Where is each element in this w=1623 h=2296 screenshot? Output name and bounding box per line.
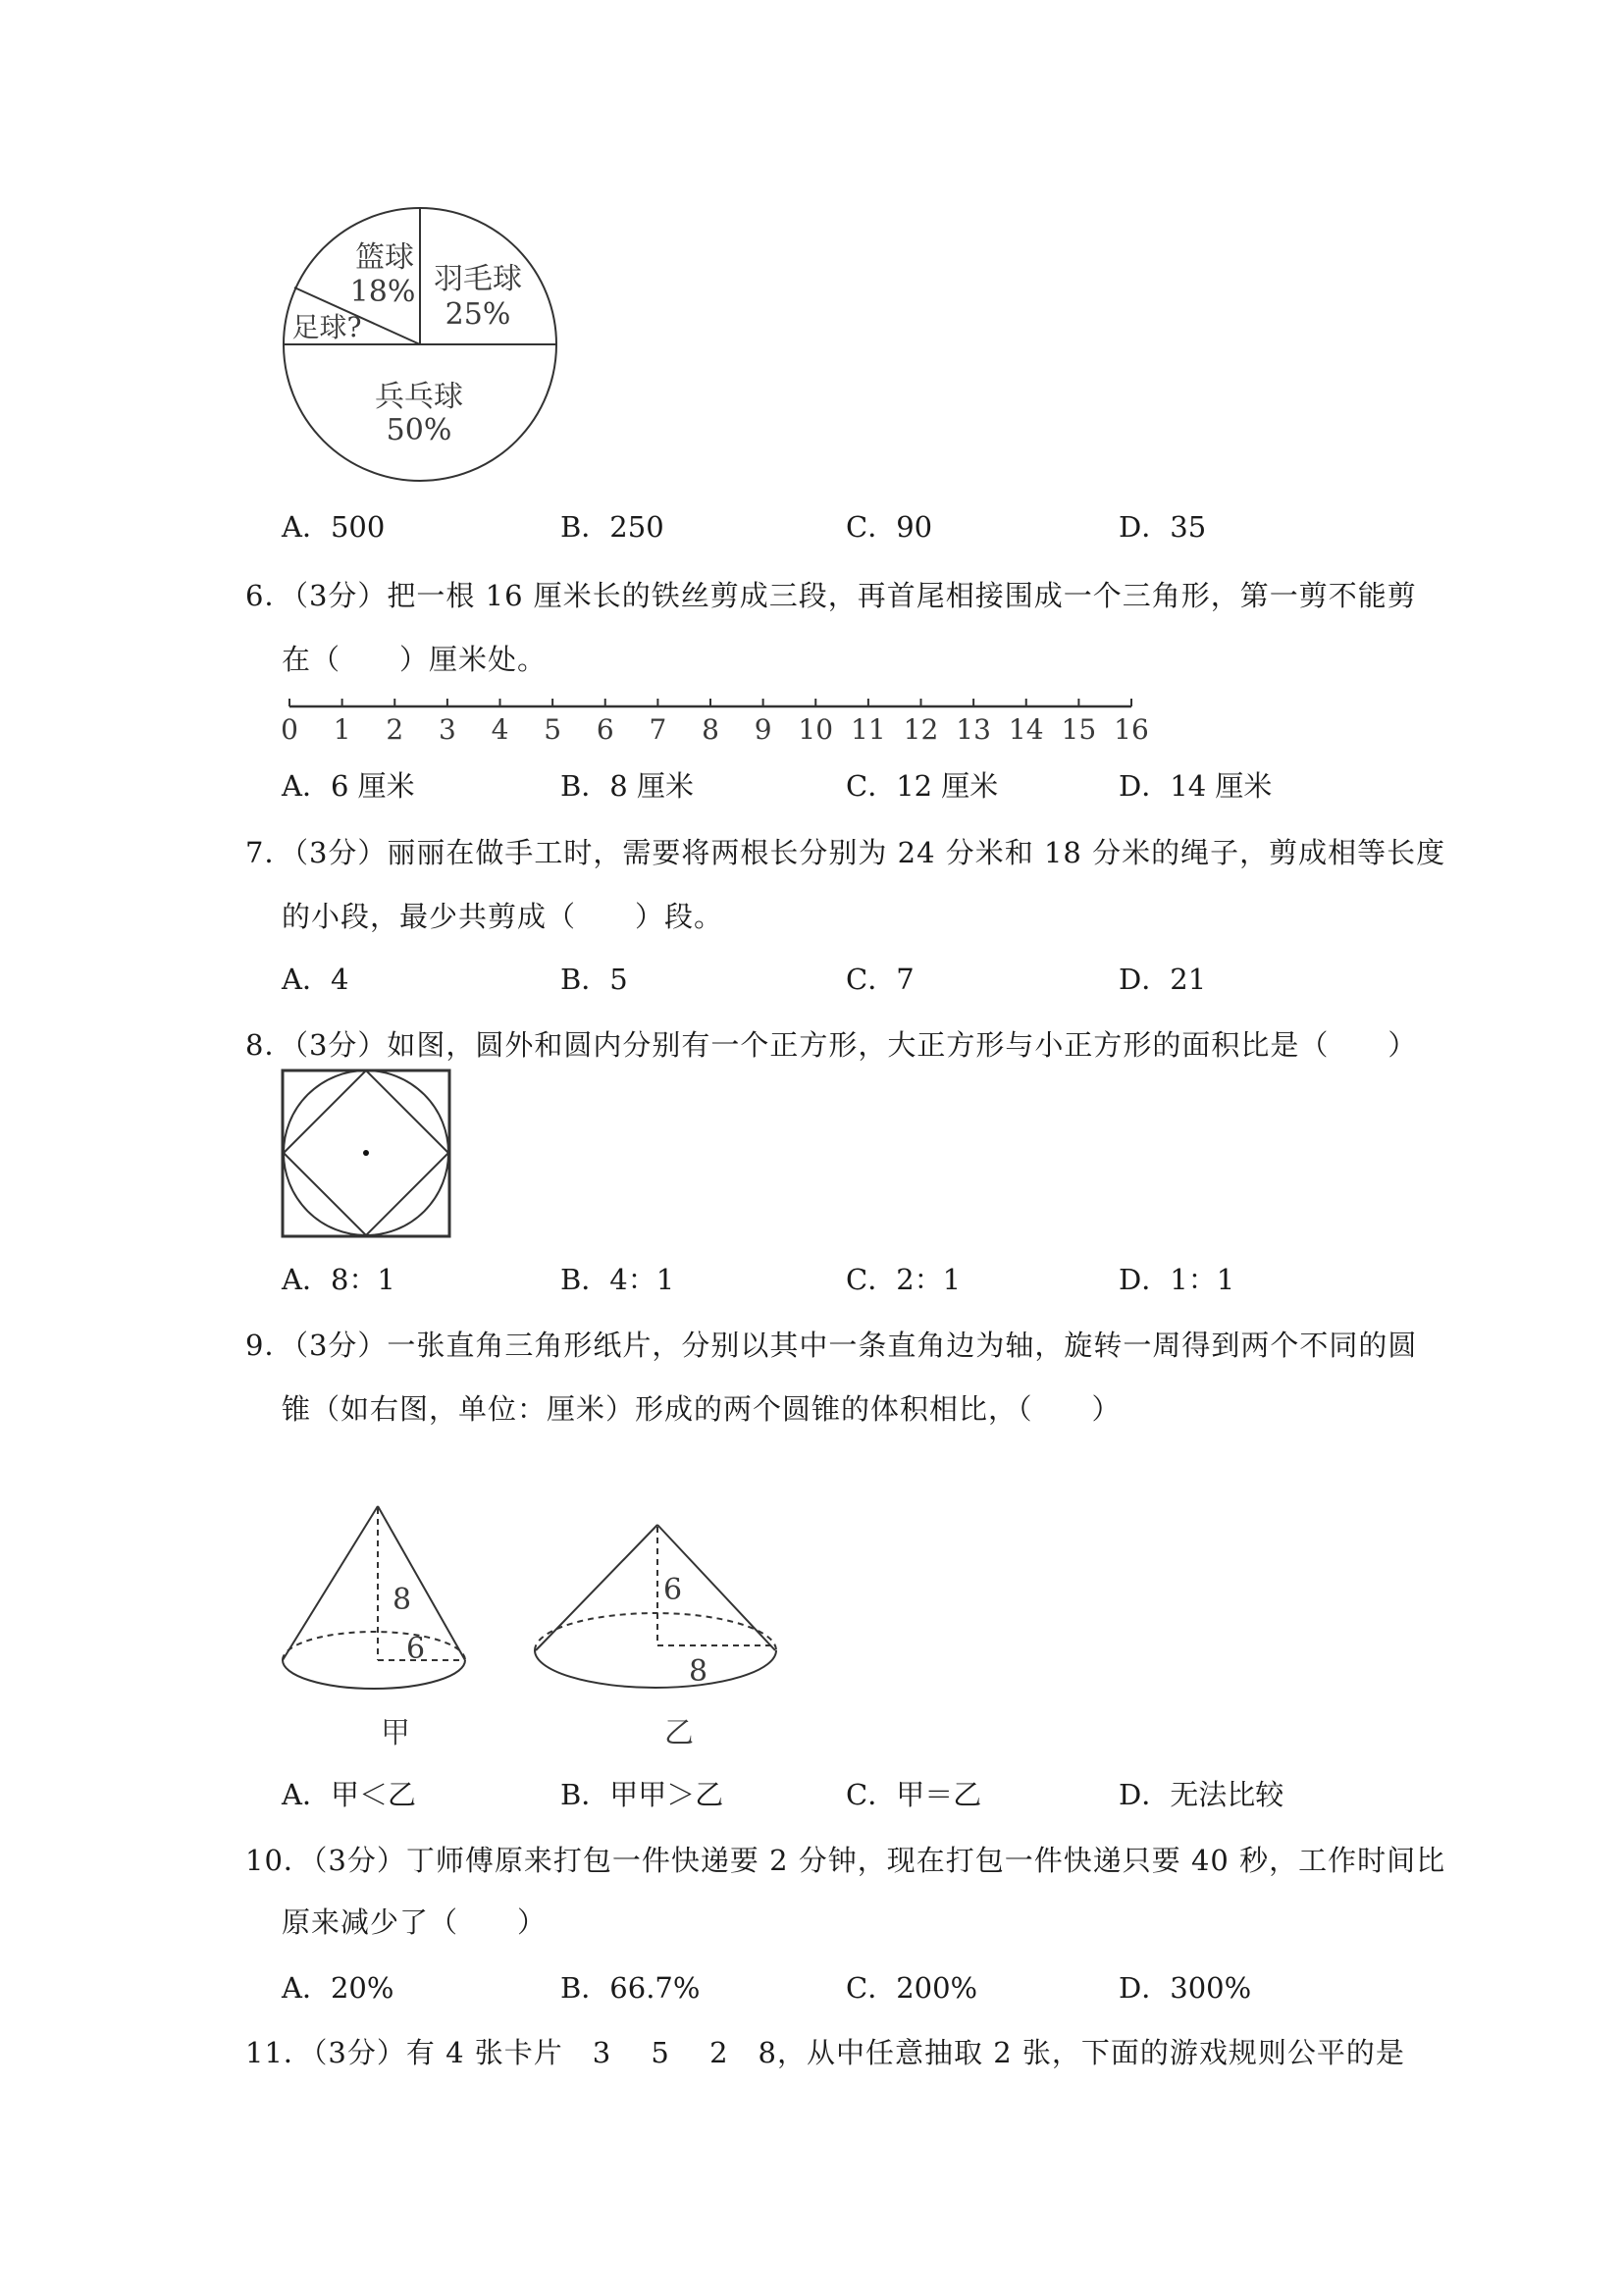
number-line-tick-label: 7 xyxy=(649,713,667,746)
q9-question-line-1: 9．（3分）一张直角三角形纸片，分别以其中一条直角边为轴，旋转一周得到两个不同的圆 xyxy=(245,1329,1418,1362)
q11-question-line-1: 11．（3分）有 4 张卡片 3 5 2 8，从中任意抽取 2 张，下面的游戏规则公平的是 xyxy=(245,2036,1405,2069)
number-line-tick-label: 9 xyxy=(754,713,772,746)
q10-option-a[interactable]: A．20% xyxy=(282,1971,394,2005)
q6-number-line xyxy=(281,699,1149,746)
q7-option-c[interactable]: C．7 xyxy=(846,963,915,996)
pie-label-basketball-name: 篮球 xyxy=(355,240,414,275)
q5-option-b[interactable]: B．250 xyxy=(560,510,664,544)
number-line-tick-label: 8 xyxy=(702,713,719,746)
q7-option-d[interactable]: D．21 xyxy=(1119,963,1207,996)
number-line-tick-label: 12 xyxy=(903,713,939,746)
q6-question-line-2: 在（ ）厘米处。 xyxy=(282,643,548,676)
q6-question-line-1: 6．（3分）把一根 16 厘米长的铁丝剪成三段，再首尾相接围成一个三角形，第一剪不能剪 xyxy=(245,579,1417,612)
cone-b-name-label: 乙 xyxy=(664,1716,694,1750)
number-line-tick-label: 15 xyxy=(1061,713,1097,746)
cone-a-height-label: 8 xyxy=(393,1583,412,1617)
pie-label-pingpong-name: 兵乓球 xyxy=(375,380,463,414)
number-line-tick-label: 0 xyxy=(281,713,298,746)
pie-label-football: 足球? xyxy=(291,311,362,343)
cone-a-left-side xyxy=(283,1506,378,1660)
q9-option-a[interactable]: A．甲＜乙 xyxy=(282,1778,416,1811)
q6-option-d[interactable]: D．14 厘米 xyxy=(1119,769,1273,803)
q8-option-b[interactable]: B．4：1 xyxy=(560,1263,675,1296)
number-line-tick-label: 3 xyxy=(438,713,456,746)
q7-question-line-2: 的小段，最少共剪成（ ）段。 xyxy=(282,900,724,933)
q6-option-b[interactable]: B．8 厘米 xyxy=(560,769,694,803)
q10-option-d[interactable]: D．300% xyxy=(1119,1971,1252,2005)
number-line-tick-label: 14 xyxy=(1008,713,1044,746)
number-line-tick-label: 13 xyxy=(956,713,991,746)
q5-option-a[interactable]: A．500 xyxy=(282,510,386,544)
q6-option-c[interactable]: C．12 厘米 xyxy=(846,769,999,803)
q9-cone-a xyxy=(283,1506,465,1689)
cone-a-radius-label: 6 xyxy=(406,1632,426,1666)
center-dot xyxy=(363,1150,369,1156)
q7-option-a[interactable]: A．4 xyxy=(282,963,349,996)
q8-option-c[interactable]: C．2：1 xyxy=(846,1263,962,1296)
number-line-tick-label: 2 xyxy=(386,713,404,746)
cone-a-name-label: 甲 xyxy=(381,1716,410,1750)
q10-option-c[interactable]: C．200% xyxy=(846,1971,978,2005)
q7-question-line-1: 7．（3分）丽丽在做手工时，需要将两根长分别为 24 分米和 18 分米的绳子，剪成相等长度 xyxy=(245,836,1446,869)
q7-option-b[interactable]: B．5 xyxy=(560,963,628,996)
pie-label-badminton-name: 羽毛球 xyxy=(434,262,522,296)
q10-question-line-1: 10．（3分）丁师傅原来打包一件快递要 2 分钟，现在打包一件快递只要 40 秒，工作时间比 xyxy=(245,1844,1446,1877)
q10-question-line-2: 原来减少了（ ） xyxy=(282,1905,548,1939)
q9-question-line-2: 锥（如右图，单位：厘米）形成的两个圆锥的体积相比，（ ） xyxy=(282,1392,1122,1426)
q9-option-d[interactable]: D．无法比较 xyxy=(1119,1778,1284,1811)
cone-b-left-side xyxy=(536,1525,657,1650)
pie-label-pingpong-pct: 50% xyxy=(386,413,452,447)
q8-option-d[interactable]: D．1：1 xyxy=(1119,1263,1235,1296)
q5-option-d[interactable]: D．35 xyxy=(1119,510,1207,544)
q9-option-c[interactable]: C．甲＝乙 xyxy=(846,1778,982,1811)
q9-option-b[interactable]: B．甲甲＞乙 xyxy=(560,1778,724,1811)
q8-option-a[interactable]: A．8：1 xyxy=(282,1263,395,1296)
cone-b-base-front xyxy=(535,1650,776,1688)
pie-label-badminton-pct: 25% xyxy=(445,297,511,332)
cone-b-height-label: 6 xyxy=(663,1573,683,1607)
q6-option-a[interactable]: A．6 厘米 xyxy=(282,769,415,803)
number-line-tick-label: 1 xyxy=(333,713,351,746)
q10-option-b[interactable]: B．66.7% xyxy=(560,1971,701,2005)
pie-label-basketball-pct: 18% xyxy=(349,275,416,309)
q8-square-circle-figure xyxy=(283,1070,449,1236)
q5-option-c[interactable]: C．90 xyxy=(846,510,933,544)
number-line-tick-label: 6 xyxy=(596,713,614,746)
q8-question-line-1: 8．（3分）如图，圆外和圆内分别有一个正方形，大正方形与小正方形的面积比是（ ） xyxy=(245,1028,1418,1062)
cone-a-base-front xyxy=(283,1660,465,1689)
cone-b-radius-label: 8 xyxy=(689,1654,708,1689)
cone-a-base-back xyxy=(283,1632,465,1660)
number-line-tick-label: 10 xyxy=(798,713,834,746)
number-line-tick-label: 4 xyxy=(491,713,509,746)
number-line-tick-label: 16 xyxy=(1114,713,1149,746)
number-line-tick-label: 5 xyxy=(544,713,562,746)
cone-b-base-back xyxy=(535,1613,776,1650)
q9-cone-b xyxy=(535,1525,776,1688)
number-line-tick-label: 11 xyxy=(851,713,886,746)
